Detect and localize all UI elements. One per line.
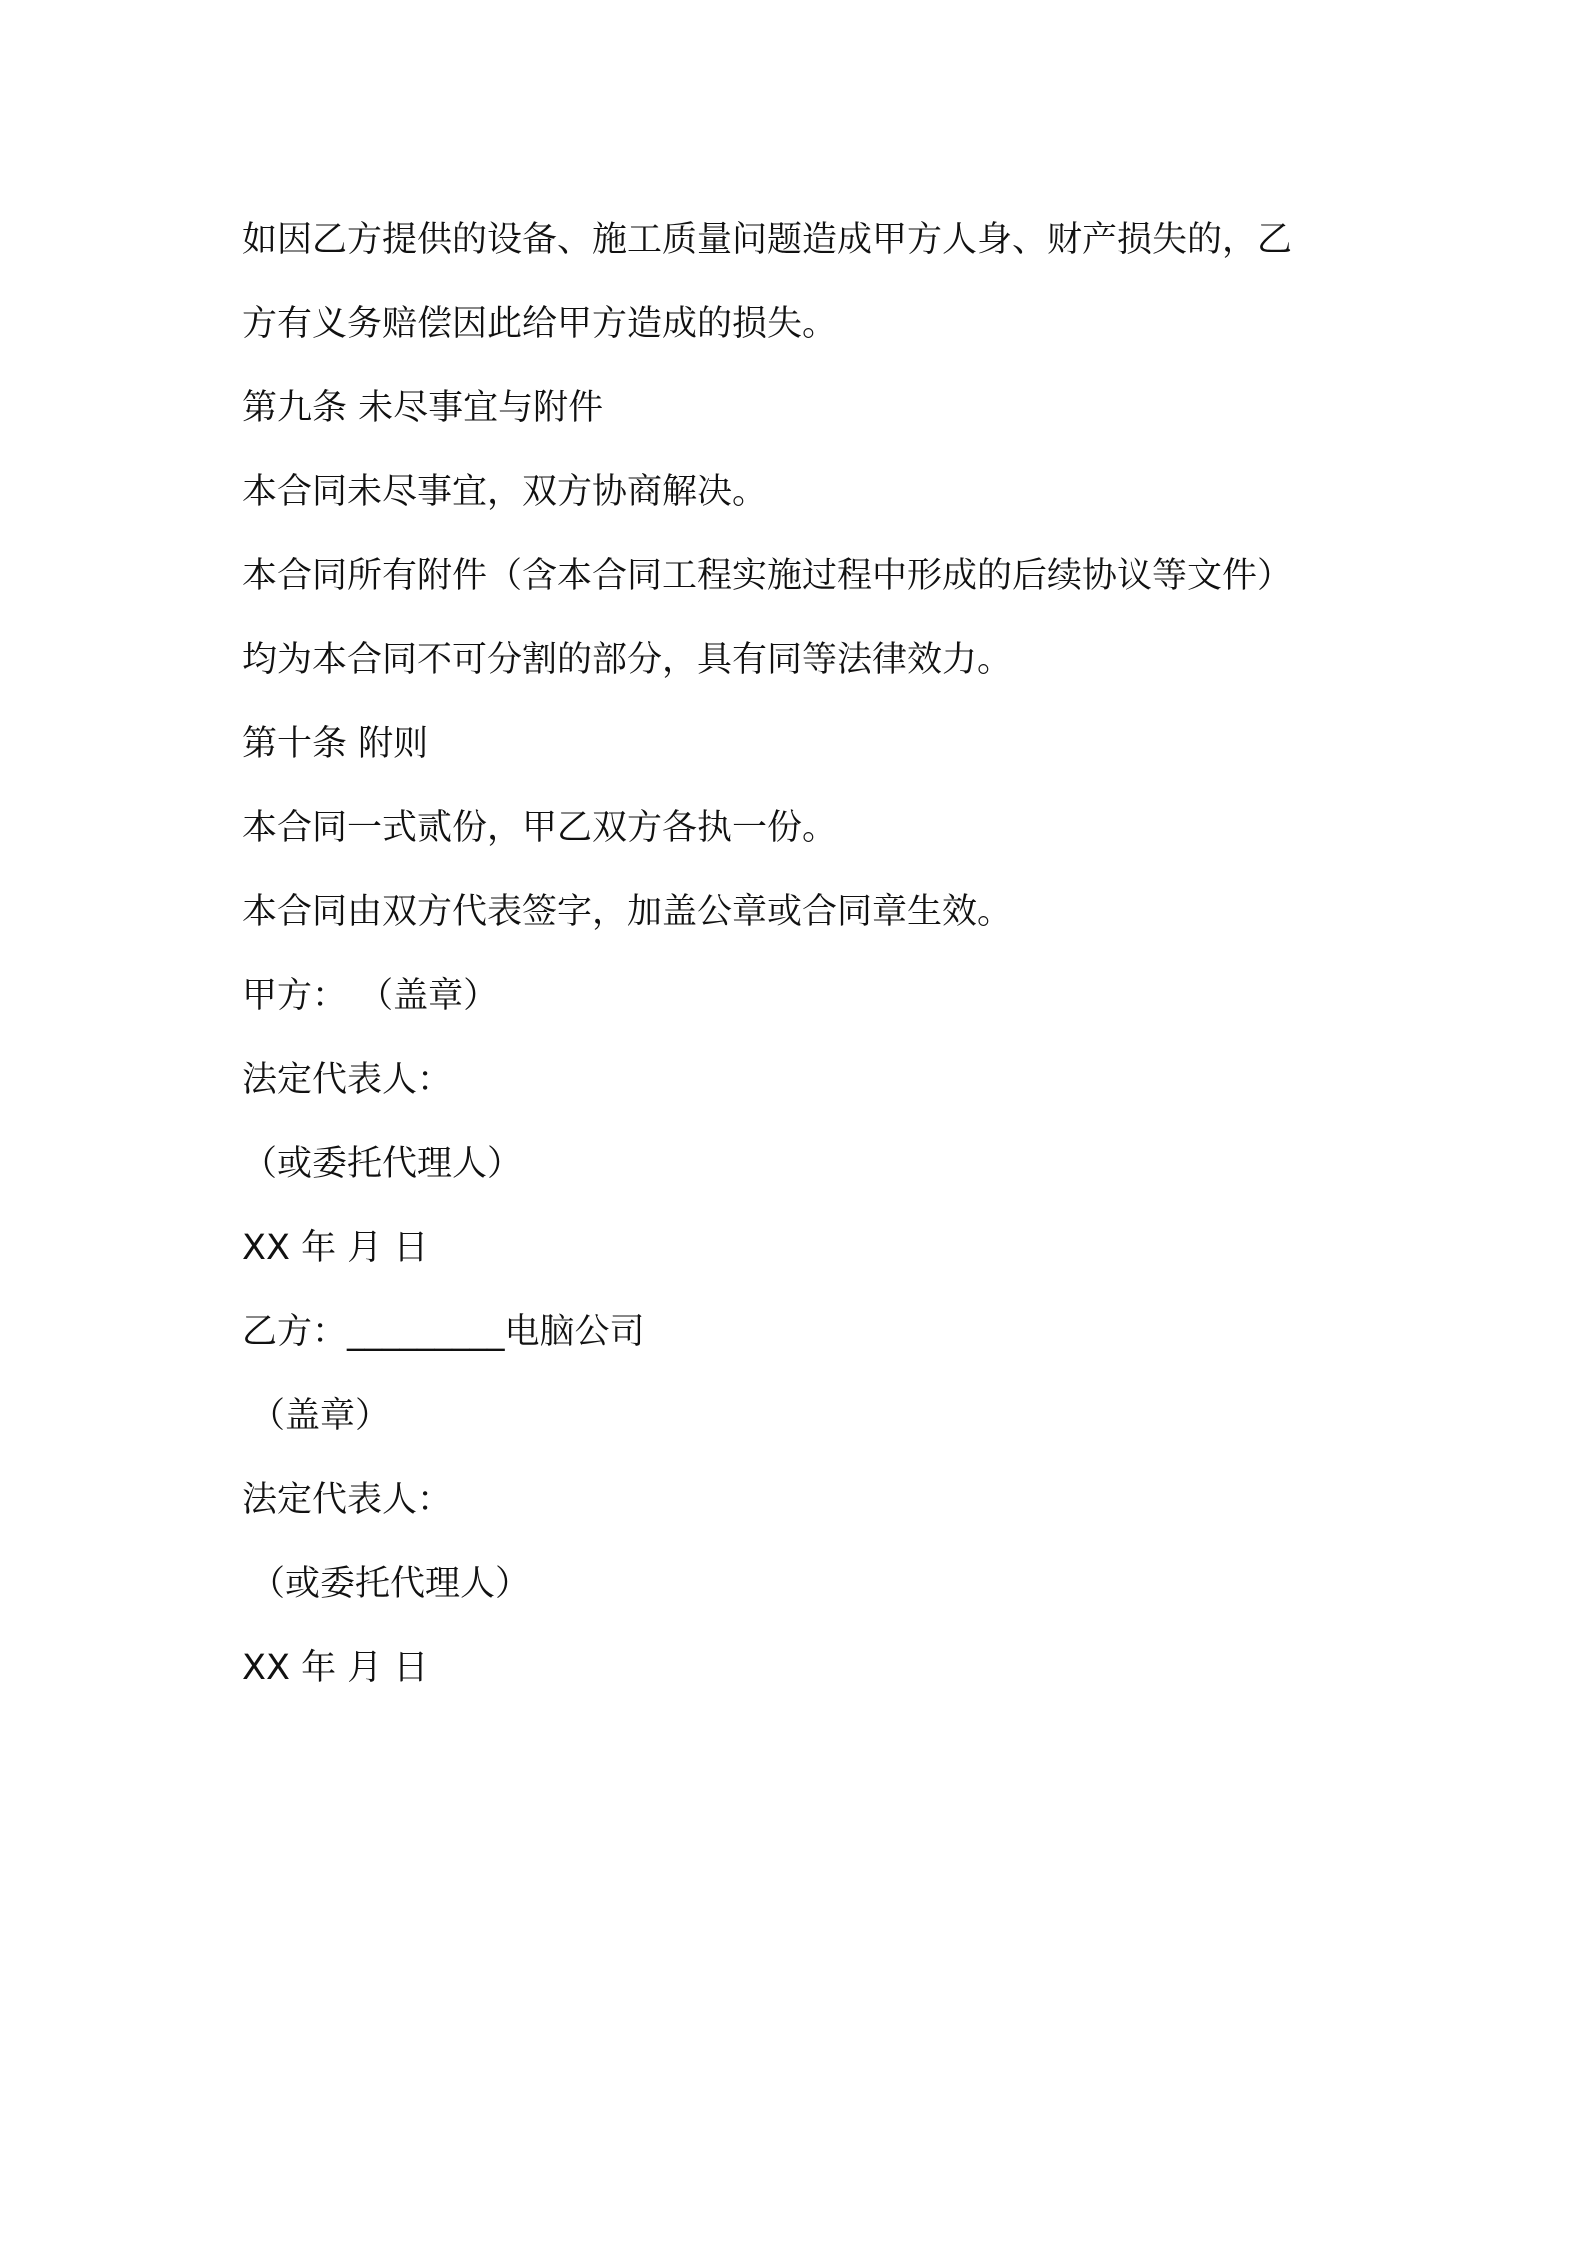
article-9-paragraph-2-line-2: 均为本合同不可分割的部分，具有同等法律效力。 [242, 640, 1013, 680]
party-b-date: XX 年 月 日 [242, 1648, 429, 1688]
article-9-heading: 第九条 未尽事宜与附件 [242, 388, 604, 428]
party-b-seal-line: （盖章） [250, 1396, 391, 1436]
party-a-seal-line: 甲方： （盖章） [242, 976, 499, 1016]
party-b-company-line: 乙方：_________电脑公司 [242, 1312, 645, 1352]
article-10-heading: 第十条 附则 [242, 724, 429, 764]
party-a-date: XX 年 月 日 [242, 1228, 429, 1268]
article-9-paragraph-1: 本合同未尽事宜，双方协商解决。 [242, 472, 768, 512]
party-b-legal-representative: 法定代表人： [242, 1480, 453, 1520]
article-10-paragraph-1: 本合同一式贰份，甲乙双方各执一份。 [242, 808, 838, 848]
clause-8-damages-line-1: 如因乙方提供的设备、施工质量问题造成甲方人身、财产损失的，乙 [242, 220, 1293, 260]
article-9-paragraph-2-line-1: 本合同所有附件（含本合同工程实施过程中形成的后续协议等文件） [242, 556, 1293, 596]
clause-8-damages-line-2: 方有义务赔偿因此给甲方造成的损失。 [242, 304, 838, 344]
article-10-paragraph-2: 本合同由双方代表签字，加盖公章或合同章生效。 [242, 892, 1013, 932]
party-a-authorized-agent: （或委托代理人） [242, 1144, 523, 1184]
party-a-legal-representative: 法定代表人： [242, 1060, 453, 1100]
document-body [242, 198, 1362, 1710]
party-b-authorized-agent: （或委托代理人） [250, 1564, 531, 1604]
